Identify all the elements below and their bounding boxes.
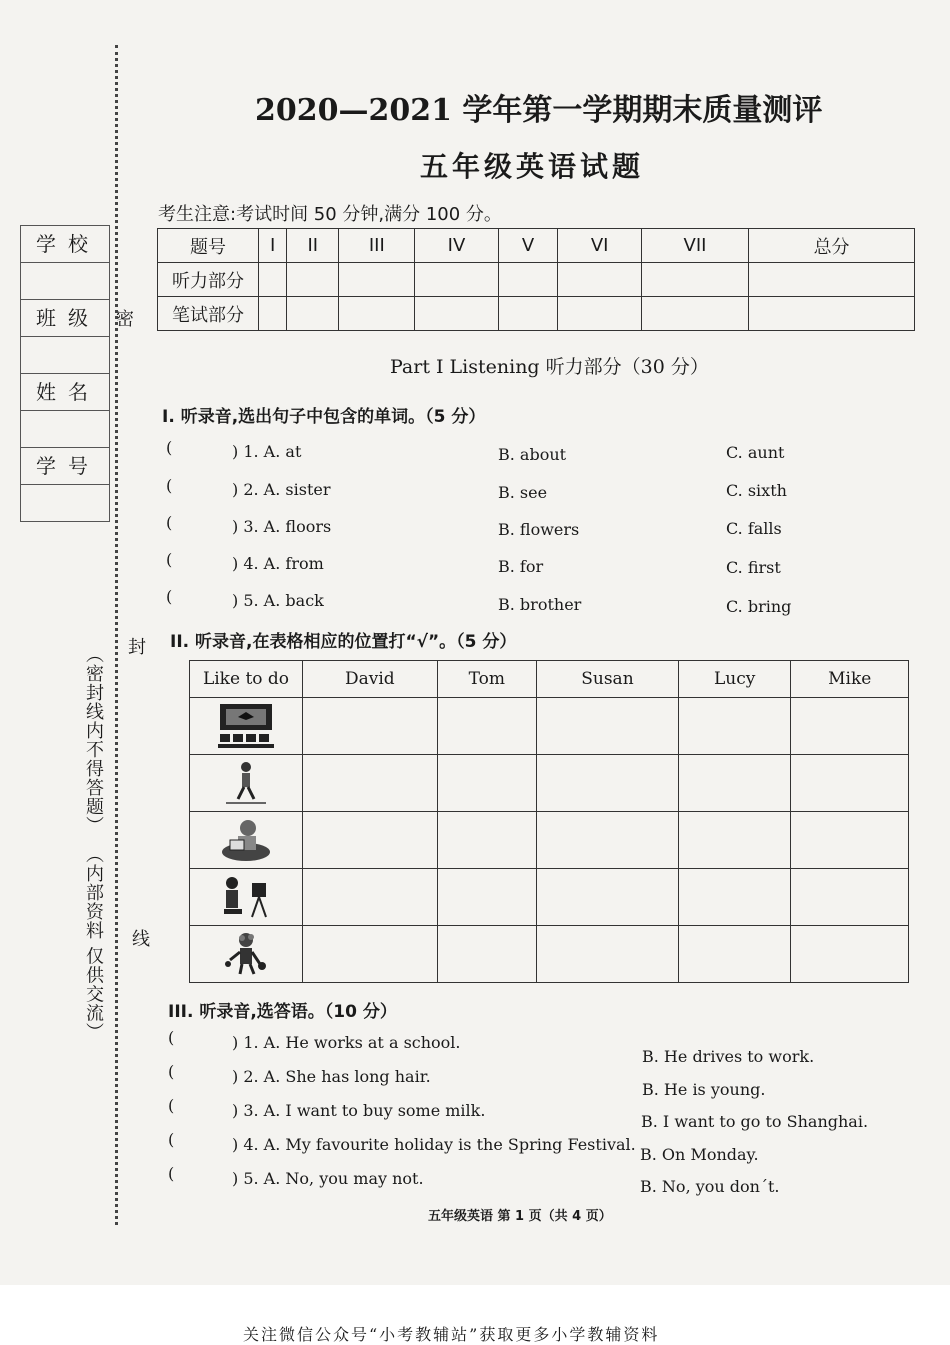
question-option-b: B. He drives to work. <box>642 1047 815 1066</box>
question-option-a: ) 4. A. My favourite holiday is the Spring Festival. <box>232 1135 636 1154</box>
answer-cell[interactable] <box>791 812 909 869</box>
activity-row <box>190 755 909 812</box>
internal-note: （内部资料 仅供交流） <box>83 845 104 1042</box>
question-option-a: ) 1. A. He works at a school. <box>232 1033 461 1052</box>
score-table-header <box>158 229 915 263</box>
question-option-c: C. sixth <box>726 481 787 500</box>
answer-cell[interactable] <box>678 755 791 812</box>
page-footer: 五年级英语 第 1 页（共 4 页） <box>428 1209 612 1224</box>
question-option-b: B. I want to go to Shanghai. <box>641 1112 869 1131</box>
score-cell[interactable] <box>339 297 415 331</box>
score-header-cell: VII <box>641 229 748 263</box>
answer-cell[interactable] <box>303 926 438 983</box>
answer-paren[interactable]: ( <box>168 1130 175 1149</box>
question-option-c: C. first <box>726 558 781 577</box>
header-cell: Lucy <box>678 661 791 698</box>
student-id-label: 学号 <box>21 448 109 485</box>
school-label: 学校 <box>21 226 109 263</box>
score-cell[interactable] <box>259 297 287 331</box>
answer-cell[interactable] <box>791 926 909 983</box>
question-option-a: ) 3. A. I want to buy some milk. <box>232 1101 486 1120</box>
activity-row <box>190 926 909 983</box>
score-table-row <box>158 263 915 297</box>
answer-cell[interactable] <box>791 698 909 755</box>
score-header-cell: IV <box>415 229 498 263</box>
reading-icon <box>216 816 276 864</box>
score-cell[interactable] <box>558 263 641 297</box>
answer-paren[interactable]: ( <box>166 513 173 532</box>
school-field[interactable] <box>21 263 109 300</box>
answer-cell[interactable] <box>537 755 679 812</box>
activity-picture <box>190 869 303 926</box>
question-option-c: C. falls <box>726 519 782 538</box>
question-option-a: ) 2. A. sister <box>232 480 331 499</box>
score-cell[interactable] <box>287 297 339 331</box>
answer-cell[interactable] <box>537 812 679 869</box>
score-cell[interactable] <box>558 297 641 331</box>
question-option-a: ) 2. A. She has long hair. <box>232 1067 431 1086</box>
question-option-b: B. No, you don´t. <box>640 1177 780 1196</box>
activity-row <box>190 869 909 926</box>
activity-picture <box>190 698 303 755</box>
activity-picture <box>190 926 303 983</box>
score-header-cell: V <box>498 229 558 263</box>
score-cell[interactable] <box>287 263 339 297</box>
score-header-cell: I <box>259 229 287 263</box>
activity-row <box>190 698 909 755</box>
answer-cell[interactable] <box>537 926 679 983</box>
header-cell: Tom <box>437 661 536 698</box>
question-option-a: ) 4. A. from <box>232 554 324 573</box>
name-label: 姓名 <box>21 374 109 411</box>
answer-cell[interactable] <box>537 698 679 755</box>
class-label: 班级 <box>21 300 109 337</box>
seal-char-feng: 封 <box>128 637 146 658</box>
playing-icon <box>216 930 276 978</box>
answer-paren[interactable]: ( <box>166 438 173 457</box>
answer-paren[interactable]: ( <box>166 476 173 495</box>
score-cell[interactable] <box>339 263 415 297</box>
score-cell[interactable] <box>415 263 498 297</box>
score-cell[interactable] <box>415 297 498 331</box>
exam-notice: 考生注意:考试时间 50 分钟,满分 100 分。 <box>158 204 502 225</box>
activity-picture <box>190 755 303 812</box>
answer-cell[interactable] <box>437 926 536 983</box>
question-option-b: B. flowers <box>498 520 580 539</box>
header-cell: Like to do <box>190 661 303 698</box>
walking-icon <box>216 759 276 807</box>
answer-cell[interactable] <box>303 869 438 926</box>
seal-note: （密封线内不得答题） <box>83 645 104 835</box>
question-option-c: C. aunt <box>726 443 785 462</box>
activity-table-header <box>190 661 909 698</box>
score-row-label: 笔试部分 <box>158 297 259 331</box>
student-id-field[interactable] <box>21 485 109 521</box>
answer-paren[interactable]: ( <box>168 1062 175 1081</box>
class-field[interactable] <box>21 337 109 374</box>
name-field[interactable] <box>21 411 109 448</box>
activity-table <box>189 660 909 983</box>
score-header-cell: III <box>339 229 415 263</box>
answer-cell[interactable] <box>678 812 791 869</box>
answer-cell[interactable] <box>678 869 791 926</box>
header-cell: Susan <box>537 661 679 698</box>
exam-subtitle: 五年级英语试题 <box>420 150 645 183</box>
answer-cell[interactable] <box>437 698 536 755</box>
answer-cell[interactable] <box>437 755 536 812</box>
score-header-cell: 总分 <box>749 229 915 263</box>
question-option-a: ) 3. A. floors <box>232 517 332 536</box>
question-option-b: B. brother <box>498 595 582 614</box>
answer-cell[interactable] <box>678 698 791 755</box>
activity-row <box>190 812 909 869</box>
activity-picture <box>190 812 303 869</box>
header-cell: Mike <box>791 661 909 698</box>
score-table <box>157 228 915 331</box>
part1-title: Part I Listening 听力部分（30 分） <box>390 356 709 378</box>
answer-cell[interactable] <box>537 869 679 926</box>
question-option-a: ) 5. A. No, you may not. <box>232 1169 424 1188</box>
section3-title: III. 听录音,选答语。（10 分） <box>168 1002 397 1022</box>
section1-title: I. 听录音,选出句子中包含的单词。（5 分） <box>162 407 486 427</box>
answer-paren[interactable]: ( <box>166 587 173 606</box>
question-option-b: B. see <box>498 483 548 502</box>
header-cell: David <box>303 661 438 698</box>
question-option-b: B. for <box>498 557 544 576</box>
exam-title: 2020—2021 学年第一学期期末质量测评 <box>255 93 823 128</box>
answer-cell[interactable] <box>303 812 438 869</box>
answer-paren[interactable]: ( <box>168 1164 175 1183</box>
seal-char-mi: 密 <box>116 309 134 330</box>
answer-cell[interactable] <box>303 755 438 812</box>
score-cell[interactable] <box>749 263 915 297</box>
answer-cell[interactable] <box>791 869 909 926</box>
answer-cell[interactable] <box>437 869 536 926</box>
answer-cell[interactable] <box>303 698 438 755</box>
movie-icon <box>216 702 276 750</box>
question-option-c: C. bring <box>726 597 792 616</box>
score-header-cell: II <box>287 229 339 263</box>
score-table-row <box>158 297 915 331</box>
score-header-cell: 题号 <box>158 229 259 263</box>
score-row-label: 听力部分 <box>158 263 259 297</box>
answer-paren[interactable]: ( <box>168 1028 175 1047</box>
question-option-b: B. about <box>498 445 567 464</box>
score-cell[interactable] <box>259 263 287 297</box>
seal-char-xian: 线 <box>132 929 150 950</box>
answer-cell[interactable] <box>791 755 909 812</box>
bottom-caption: 关注微信公众号“小考教辅站”获取更多小学教辅资料 <box>243 1325 660 1344</box>
score-cell[interactable] <box>641 297 748 331</box>
score-cell[interactable] <box>498 297 558 331</box>
question-option-b: B. On Monday. <box>640 1145 759 1164</box>
answer-paren[interactable]: ( <box>166 550 173 569</box>
painting-icon <box>216 873 276 921</box>
score-cell[interactable] <box>641 263 748 297</box>
student-info-box <box>20 225 110 522</box>
question-option-a: ) 5. A. back <box>232 591 324 610</box>
question-option-b: B. He is young. <box>642 1080 766 1099</box>
answer-paren[interactable]: ( <box>168 1096 175 1115</box>
score-cell[interactable] <box>498 263 558 297</box>
section2-title: II. 听录音,在表格相应的位置打“√”。（5 分） <box>170 632 517 652</box>
score-header-cell: VI <box>558 229 641 263</box>
answer-cell[interactable] <box>437 812 536 869</box>
seal-dotted-line <box>115 45 118 1225</box>
score-cell[interactable] <box>749 297 915 331</box>
answer-cell[interactable] <box>678 926 791 983</box>
question-option-a: ) 1. A. at <box>232 442 302 461</box>
